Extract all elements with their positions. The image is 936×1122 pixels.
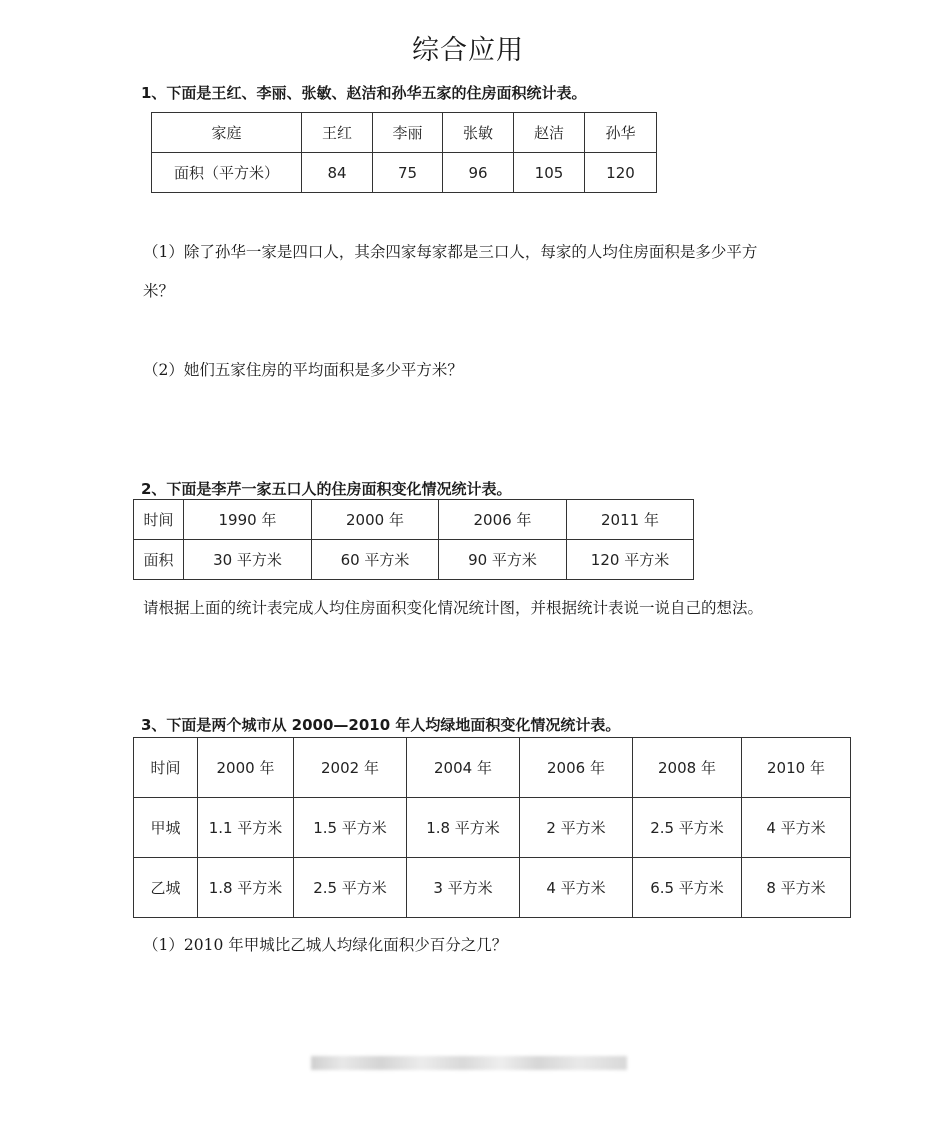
q1-data-cell: 105 [514,153,585,193]
q2-header-row [134,500,694,540]
q3-data-cell: 3 平方米 [407,858,520,918]
q2-header-cell: 2006 年 [439,500,567,540]
q3-header-cell: 时间 [134,738,198,798]
page-title: 综合应用 [412,35,524,66]
q3-data-cell: 4 平方米 [520,858,633,918]
q3-sub1: （1）2010 年甲城比乙城人均绿化面积少百分之几？ [143,936,508,954]
q3-data-cell: 2.5 平方米 [294,858,407,918]
q2-data-cell: 60 平方米 [312,540,439,580]
q1-header-cell: 李丽 [373,113,443,153]
q2-data-cell: 面积 [134,540,184,580]
q2-data-row [134,540,694,580]
q2-header-cell: 1990 年 [184,500,312,540]
q3-header-cell: 2010 年 [742,738,851,798]
q2-data-cell: 120 平方米 [567,540,694,580]
q1-data-cell: 96 [443,153,514,193]
q1-data-cell: 面积（平方米） [152,153,302,193]
q3-data-cell: 1.8 平方米 [407,798,520,858]
q3-header-cell: 2004 年 [407,738,520,798]
q2-header-cell: 2011 年 [567,500,694,540]
q3-header-cell: 2006 年 [520,738,633,798]
q1-sub1-line1: （1）除了孙华一家是四口人，其余四家每家都是三口人，每家的人均住房面积是多少平方 [143,243,758,261]
q2-header-cell: 2000 年 [312,500,439,540]
q1-data-cell: 84 [302,153,373,193]
q2-heading: 2、下面是李芹一家五口人的住房面积变化情况统计表。 [141,480,512,498]
q3-data-cell: 甲城 [134,798,198,858]
q3-header-cell: 2002 年 [294,738,407,798]
q3-data-cell: 6.5 平方米 [633,858,742,918]
q3-data-cell: 4 平方米 [742,798,851,858]
q1-table [151,112,657,193]
q1-heading: 1、下面是王红、李丽、张敏、赵洁和孙华五家的住房面积统计表。 [141,84,587,102]
q3-data-cell: 乙城 [134,858,198,918]
q3-heading: 3、下面是两个城市从 2000—2010 年人均绿地面积变化情况统计表。 [141,716,621,734]
q3-data-cell: 1.8 平方米 [198,858,294,918]
q3-data-cell: 8 平方米 [742,858,851,918]
q3-row-city-b [134,858,851,918]
q1-header-cell: 赵洁 [514,113,585,153]
blurred-footer-watermark [311,1056,627,1070]
q3-data-cell: 2 平方米 [520,798,633,858]
q3-header-cell: 2008 年 [633,738,742,798]
q1-data-cell: 75 [373,153,443,193]
q2-data-cell: 30 平方米 [184,540,312,580]
q3-row-city-a [134,798,851,858]
q2-header-cell: 时间 [134,500,184,540]
q2-table [133,499,694,580]
q3-data-cell: 1.1 平方米 [198,798,294,858]
q3-header-row [134,738,851,798]
q1-data-row [152,153,657,193]
q2-data-cell: 90 平方米 [439,540,567,580]
q1-sub2: （2）她们五家住房的平均面积是多少平方米？ [143,361,463,379]
q1-header-cell: 孙华 [585,113,657,153]
q3-data-cell: 1.5 平方米 [294,798,407,858]
q1-sub1-line2: 米？ [143,282,175,300]
q1-header-row [152,113,657,153]
q3-table [133,737,851,918]
q2-instruction: 请根据上面的统计表完成人均住房面积变化情况统计图，并根据统计表说一说自己的想法。 [143,599,764,617]
q1-data-cell: 120 [585,153,657,193]
q1-header-cell: 家庭 [152,113,302,153]
q3-header-cell: 2000 年 [198,738,294,798]
q1-header-cell: 王红 [302,113,373,153]
q1-header-cell: 张敏 [443,113,514,153]
q3-data-cell: 2.5 平方米 [633,798,742,858]
